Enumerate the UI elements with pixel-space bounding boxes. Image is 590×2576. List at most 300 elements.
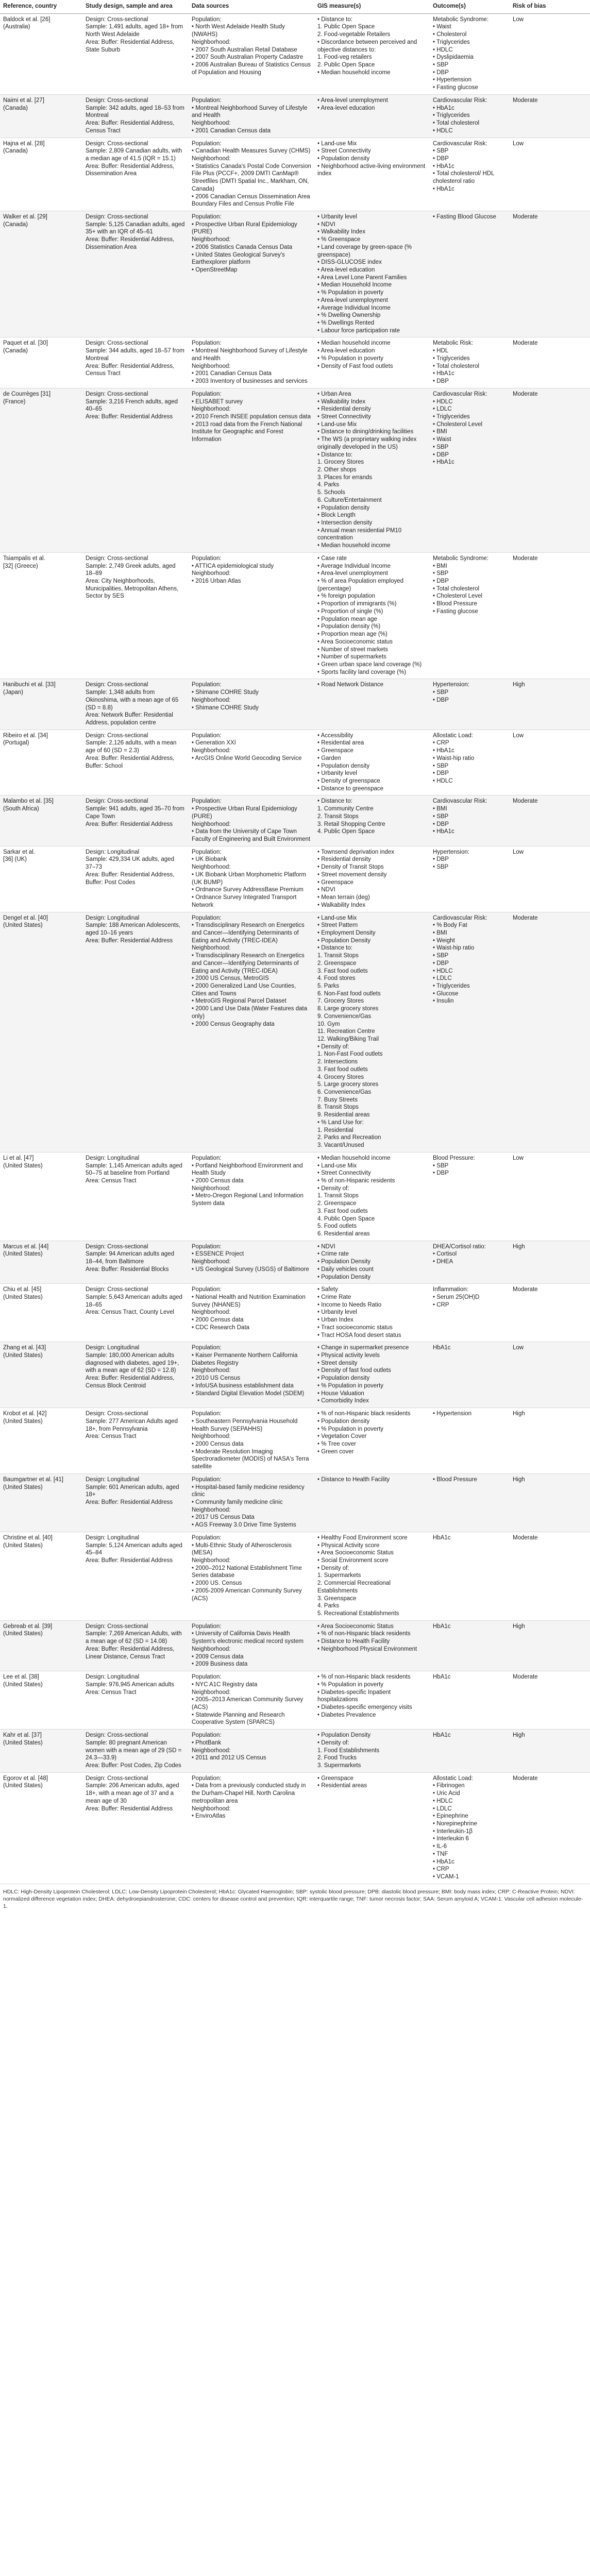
cell-line: • Change in supermarket presence [317, 1345, 409, 1351]
cell-line: Neighborhood: [192, 945, 231, 952]
cell-line: Population: [192, 682, 222, 688]
cell-line: • 2006 Statistics Canada Census Data [192, 244, 293, 250]
cell-outcomes [430, 13, 510, 94]
cell-line: Area: Buffer: Post Codes, Zip Codes [86, 1762, 181, 1769]
cell-line: 3. Places for errands [317, 474, 373, 481]
cell-risk-of-bias: Low [513, 849, 524, 855]
cell-line: • CRP [433, 1301, 449, 1308]
cell-line: Neighborhood: [192, 1433, 231, 1440]
cell-line: • Density of: [317, 1565, 349, 1571]
cell-line: • Residential areas [317, 1783, 367, 1789]
table-row [0, 388, 590, 552]
cell-reference [0, 679, 82, 730]
cell-line: • VCAM-1 [433, 1874, 459, 1880]
cell-line: Population: [192, 1155, 222, 1161]
cell-line: • North West Adelaide Health Study (NWAHS) [192, 24, 285, 38]
cell-line: • Population Density [317, 1259, 371, 1265]
cell-line: Sample: 2,126 adults, with a mean age of 60 (SD = 2.3) [86, 740, 177, 754]
cell-line: Neighborhood: [192, 406, 231, 413]
cell-data-sources [189, 1620, 314, 1671]
cell-line: • Labour force participation rate [317, 327, 400, 334]
cell-line: Area: Buffer: Residential Address, Buffer: Post Codes [86, 871, 175, 886]
cell-study-design [82, 846, 189, 912]
table-row [0, 1241, 590, 1284]
cell-line: • % Population in poverty [317, 1426, 384, 1432]
cell-line: • BMI [433, 806, 447, 812]
cell-line: • Comorbidity Index [317, 1398, 369, 1404]
cell-outcomes [430, 730, 510, 795]
cell-reference [0, 1730, 82, 1773]
cell-reference [0, 795, 82, 846]
cell-line: • Kaiser Permanente Northern California Diabetes Registry [192, 1352, 298, 1366]
cell-line: Area: Network Buffer: Residential Address, population centre [86, 712, 173, 726]
cell-line: • % Population in poverty [317, 355, 384, 362]
cell-outcomes [430, 1620, 510, 1671]
cell-line: • Land-use Mix [317, 421, 357, 428]
cell-line: • Area Socioeconomic Status [317, 1550, 394, 1556]
cell-data-sources [189, 846, 314, 912]
cell-line: Neighborhood: [192, 120, 231, 127]
cell-line: • Glucose [433, 990, 459, 997]
cell-line: 2. Food Trucks [317, 1755, 357, 1761]
cell-line: Sample: 188 American Adolescents, aged 10–16 years [86, 922, 181, 936]
cell-study-design [82, 1620, 189, 1671]
cell-line: Sample: 941 adults, aged 35–70 from Cape Town [86, 806, 184, 820]
cell-line: • 2000 Census data [192, 1440, 244, 1447]
cell-line: Design: Longitudinal [86, 914, 140, 921]
cell-risk-of-bias: Moderate [513, 1775, 538, 1782]
cell-line: Hypertension: [433, 849, 469, 855]
cell-risk-of-bias: Low [513, 1345, 524, 1351]
cell-line: • House Valuation [317, 1390, 364, 1397]
cell-gis-measures [314, 388, 430, 552]
cell-study-design [82, 13, 189, 94]
cell-line: 1. Public Open Space [317, 24, 375, 30]
header-data-sources: Data sources [189, 0, 314, 13]
cell-line: • HDLC [433, 778, 453, 784]
cell-line: Population: [192, 16, 222, 23]
cell-line: Population: [192, 1732, 222, 1739]
cell-line: 3. Greenspace [317, 1595, 357, 1602]
cell-study-design [82, 1532, 189, 1620]
cell-line: • Density of: [317, 1739, 349, 1746]
cell-line: • Fasting glucose [433, 84, 478, 91]
cell-line: • 2000–2012 National Establishment Time Series database [192, 1565, 302, 1579]
cell-line: (South Africa) [3, 806, 39, 812]
cell-line: Sample: 7,269 American Adults, with a mean age of 62 (SD = 14.08) [86, 1631, 182, 1645]
cell-line: • Distance to dining/drinking facilities [317, 429, 414, 435]
cell-line: 1. Residential [317, 1127, 353, 1133]
cell-line: 12. Walking/Biking Trail [317, 1036, 379, 1042]
cell-line: Dengel et al. [40] [3, 914, 48, 921]
cell-line: 1. Grocery Stores [317, 459, 364, 466]
cell-line: • Distance to: [317, 945, 352, 952]
cell-line: • HDLC [433, 46, 453, 53]
cell-line: • Hypertension [433, 1411, 471, 1417]
cell-study-design [82, 1241, 189, 1284]
cell-line: • Data from the University of Cape Town Faculty of Engineering and Built Environment [192, 828, 311, 843]
cell-outcomes [430, 1473, 510, 1532]
cell-gis-measures [314, 1342, 430, 1408]
cell-line: • SBP [433, 762, 449, 769]
cell-line: Design: Longitudinal [86, 1674, 140, 1681]
cell-reference [0, 1284, 82, 1342]
cell-line: • Physical Activity score [317, 1542, 380, 1549]
cell-line: • Population density [317, 1418, 370, 1425]
cell-line: • Distance to greenspace [317, 785, 384, 792]
cell-line: (Canada) [3, 148, 28, 155]
cell-line: • 2000 Census data [192, 1177, 244, 1184]
cell-line: Zhang et al. [43] [3, 1345, 46, 1351]
cell-data-sources [189, 1730, 314, 1773]
cell-risk-of-bias: High [513, 1476, 525, 1483]
cell-line: • Proportion of immigrants (%) [317, 601, 397, 607]
cell-line: Area: Buffer: Residential Address [86, 1805, 173, 1812]
cell-line: 3. Fast food outlets [317, 1208, 368, 1214]
cell-data-sources [189, 552, 314, 679]
cell-line: Gebreab et al. [39] [3, 1623, 53, 1630]
cell-line: • 2010 French INSEE population census data [192, 413, 311, 420]
cell-line: 2. Greenspace [317, 1200, 357, 1207]
cell-line: Population: [192, 555, 222, 562]
cell-study-design [82, 912, 189, 1152]
cell-line: 3. Fast food outlets [317, 1066, 368, 1073]
cell-line: • PhotBank [192, 1739, 222, 1746]
cell-line: • HbA1c [433, 1858, 454, 1865]
cell-line: Population: [192, 1623, 222, 1630]
cell-line: • Density of Fast food outlets [317, 363, 393, 369]
cell-line: 4. Grocery Stores [317, 1074, 364, 1080]
cell-line: • Tract HOSA food desert status [317, 1332, 401, 1338]
cell-line: Neighborhood: [192, 1747, 231, 1754]
cell-reference [0, 13, 82, 94]
cell-line: Area: Buffer: Residential Address [86, 821, 173, 827]
cell-line: • 2005-2009 American Community Survey (ACS) [192, 1587, 302, 1602]
cell-line: • Proportion mean age (%) [317, 631, 387, 638]
cell-line: • % Population in poverty [317, 1681, 384, 1688]
cell-study-design [82, 337, 189, 388]
cell-line: • DBP [433, 578, 449, 585]
cell-data-sources [189, 730, 314, 795]
cell-line: • Area-level education [317, 267, 375, 273]
cell-line: • Density of greenspace [317, 778, 380, 784]
cell-line: • Crime rate [317, 1251, 349, 1258]
cell-outcomes [430, 912, 510, 1152]
cell-gis-measures [314, 552, 430, 679]
cell-line: • % Land Use for: [317, 1119, 364, 1126]
cell-line: • 2000 US Census, MetroGIS [192, 975, 269, 982]
cell-line: 6. Non-Fast food outlets [317, 990, 381, 997]
cell-line: • SBP [433, 1162, 449, 1169]
cell-line: • HDLC [433, 968, 453, 974]
cell-line: Lee et al. [38] [3, 1674, 39, 1681]
cell-line: Design: Cross-sectional [86, 140, 148, 147]
cell-line: • Block Length [317, 512, 356, 519]
cell-line: • Area Socioeconomic Status [317, 1623, 394, 1630]
cell-line: • Diabetes-specific emergency visits [317, 1704, 412, 1710]
cell-line: • Montreal Neighborhood Survey of Lifestyle and Health [192, 348, 308, 362]
cell-line: • Triglycerides [433, 39, 470, 45]
cell-line: • Distance to: [317, 16, 352, 23]
cell-line: Area: Buffer: Residential Address [86, 413, 173, 420]
cell-line: • Waist-hip ratio [433, 755, 475, 761]
cell-line: 1. Food Establishments [317, 1747, 380, 1754]
cell-gis-measures [314, 846, 430, 912]
cell-line: • Waist [433, 24, 451, 30]
cell-line: 10. Gym [317, 1021, 340, 1027]
cell-line: Area: Buffer: Residential Address [86, 1499, 173, 1505]
cell-line: 9. Residential areas [317, 1112, 370, 1118]
cell-line: Area: Buffer: Residential Address, Census Tract [86, 363, 175, 377]
cell-line: Neighborhood: [192, 864, 231, 871]
cell-line: • % of non-Hispanic black residents [317, 1631, 411, 1637]
cell-line: • UK Biobank Urban Morphometric Platform (UK BUMP) [192, 871, 306, 886]
cell-line: de Courrèges [31] [3, 391, 51, 397]
cell-line: Baldock et al. [26] [3, 16, 50, 23]
cell-line: • Data from a previously conducted study in the Durham-Chapel Hill, North Carolina metropolitan area [192, 1783, 306, 1804]
cell-line: 6. Convenience/Gas [317, 1089, 372, 1096]
cell-line: • Urban Area [317, 391, 351, 397]
cell-line: • Uric Acid [433, 1790, 460, 1797]
cell-line: • Cholesterol Level [433, 593, 483, 600]
cell-study-design [82, 1671, 189, 1730]
cell-line: (Canada) [3, 105, 28, 111]
cell-study-design [82, 211, 189, 337]
cell-risk-of-bias: Low [513, 732, 524, 739]
cell-line: • Fibrinogen [433, 1783, 465, 1789]
cell-outcomes [430, 1772, 510, 1884]
table-row [0, 795, 590, 846]
cell-line: Area: Buffer: Residential Address, Dissemination Area [86, 163, 175, 177]
cell-line: • 2013 road data from the French National Institute for Geographic and Forest Information [192, 421, 302, 443]
cell-study-design [82, 552, 189, 679]
cell-line: • Number of supermarkets [317, 654, 386, 660]
cell-line: • 2006 Canadian Census Dissemination Area Boundary Files and Census Profile File [192, 193, 310, 208]
cell-line: Design: Cross-sectional [86, 1623, 148, 1630]
cell-line: • BMI [433, 929, 447, 936]
cell-line: • % foreign population [317, 593, 376, 600]
cell-line: 5. Recreational Establishments [317, 1611, 399, 1617]
cell-line: • SBP [433, 148, 449, 155]
cell-line: 7. Busy Streets [317, 1096, 358, 1103]
cell-line: • % Dwellings Rented [317, 320, 375, 327]
cell-outcomes [430, 1342, 510, 1408]
cell-risk-of-bias: Moderate [513, 1286, 538, 1293]
cell-line: • LDLC [433, 1805, 452, 1812]
cell-line: • Median household income [317, 69, 391, 76]
cell-line: • Density of: [317, 1185, 349, 1192]
cell-line: [36] (UK) [3, 856, 27, 863]
cell-line: 1. Transit Stops [317, 1193, 359, 1199]
cell-line: Area: Buffer: Residential Address, State Suburb [86, 39, 175, 53]
cell-line: Sample: 1,145 American adults aged 50–75 at baseline from Portland [86, 1162, 182, 1177]
cell-line: Sample: 976,945 American adults [86, 1681, 174, 1688]
cell-line: • NYC A1C Registry data [192, 1681, 258, 1688]
cell-line: Neighborhood: [192, 1367, 231, 1374]
cell-line: 6. Culture/Entertainment [317, 497, 382, 503]
cell-study-design [82, 1473, 189, 1532]
cell-line: Neighborhood: [192, 236, 231, 243]
cell-line: 3. Fast food outlets [317, 968, 368, 974]
cell-line: Sample: 2,809 Canadian adults, with a median age of 41.5 (IQR = 15.1) [86, 148, 182, 162]
header-reference: Reference, country [0, 0, 82, 13]
cell-data-sources [189, 13, 314, 94]
cell-line: Area: Buffer: Residential Address, Buffer: School [86, 755, 175, 769]
cell-line: • Total cholesterol [433, 120, 480, 127]
cell-gis-measures [314, 1620, 430, 1671]
cell-line: • US Geological Survey (USGS) of Baltimore [192, 1266, 309, 1273]
cell-study-design [82, 1284, 189, 1342]
cell-risk-of-bias: Moderate [513, 1674, 538, 1681]
cell-line: 1. Community Centre [317, 806, 374, 812]
cell-line: • Ordnance Survey Integrated Transport Network [192, 894, 297, 908]
cell-line: • DBP [433, 770, 449, 777]
cell-line: • Moderate Resolution Imaging Spectroradiometer (MODIS) of NASA's Terra satellite [192, 1448, 309, 1470]
cell-gis-measures [314, 730, 430, 795]
cell-line: • Total cholesterol [433, 585, 480, 592]
cell-line: • Insulin [433, 998, 454, 1005]
table-body [0, 13, 590, 1884]
cell-line: Neighborhood: [192, 1506, 231, 1513]
cell-reference [0, 211, 82, 337]
cell-line: Population: [192, 97, 222, 104]
cell-line: • 2006 Australian Bureau of Statistics Census of Population and Housing [192, 62, 311, 76]
cell-line: (United States) [3, 1251, 43, 1258]
cell-line: 5. Large grocery stores [317, 1081, 379, 1088]
cell-line: • Median household income [317, 543, 391, 549]
cell-line: • Urbanity level [317, 1309, 357, 1316]
cell-line: Neighborhood: [192, 1557, 231, 1564]
cell-line: • CRP [433, 1866, 449, 1873]
cell-line: • Density of fast food outlets [317, 1367, 391, 1374]
cell-data-sources [189, 1532, 314, 1620]
cell-line: Area: Buffer: Residential Address, Census Tract [86, 120, 175, 134]
cell-line: Design: Cross-sectional [86, 97, 148, 104]
cell-line: Allostatic Load: [433, 1775, 473, 1782]
cell-line: Design: Cross-sectional [86, 1411, 148, 1417]
cell-line: Area: Buffer: Residential Blocks [86, 1266, 169, 1273]
cell-line: 3. Vacant/Unused [317, 1142, 364, 1149]
cell-line: • Norepinephrine [433, 1821, 477, 1827]
cell-line: Design: Cross-sectional [86, 1732, 148, 1739]
cell-reference [0, 1473, 82, 1532]
cell-line: Design: Cross-sectional [86, 16, 148, 23]
cell-line: • 2000 Generalized Land Use Counties, Cities and Towns [192, 982, 296, 997]
cell-reference [0, 1408, 82, 1474]
cell-line: • Area Level Lone Parent Families [317, 274, 407, 281]
cell-line: • Street Connectivity [317, 413, 371, 420]
cell-line: Li et al. [47] [3, 1155, 34, 1161]
cell-line: • EnviroAtlas [192, 1813, 226, 1820]
cell-line: • Accessibility [317, 732, 353, 739]
cell-line: 3. Supermarkets [317, 1762, 361, 1769]
cell-line: • Prospective Urban Rural Epidemiology (PURE) [192, 806, 297, 820]
cell-gis-measures [314, 94, 430, 138]
cell-risk-of-bias: Moderate [513, 391, 538, 397]
cell-line: Sample: 5,643 American adults aged 18–65 [86, 1294, 182, 1308]
cell-line: 1. Non-Fast Food outlets [317, 1051, 383, 1058]
cell-line: [32] (Greece) [3, 563, 38, 569]
cell-line: • Cortisol [433, 1251, 457, 1258]
cell-line: • HbA1c [433, 459, 454, 466]
cell-line: • National Health and Nutrition Examination Survey (NHANES) [192, 1294, 306, 1308]
cell-line: • Social Environment score [317, 1557, 389, 1564]
cell-risk-of-bias: Moderate [513, 340, 538, 347]
cell-line: 7. Grocery Stores [317, 998, 364, 1005]
cell-line: Area: City Neighborhoods, Municipalities, Metropolitan Athens, Sector by SES [86, 578, 179, 600]
cell-line: • HDLC [433, 1798, 453, 1804]
table-row [0, 1284, 590, 1342]
cell-line: • BMI [433, 429, 447, 435]
cell-line: Population: [192, 140, 222, 147]
header-gis-measures: GIS measure(s) [314, 0, 430, 13]
cell-line: (United States) [3, 1739, 43, 1746]
cell-gis-measures [314, 912, 430, 1152]
cell-line: • ESSENCE Project [192, 1251, 244, 1258]
cell-line: • DISS-GLUCOSE index [317, 259, 382, 266]
cell-outcomes [430, 1241, 510, 1284]
cell-data-sources [189, 1473, 314, 1532]
cell-data-sources [189, 94, 314, 138]
header-outcomes: Outcome(s) [430, 0, 510, 13]
cell-line: • ArcGIS Online World Geocoding Service [192, 755, 302, 761]
cell-line: Design: Cross-sectional [86, 1243, 148, 1250]
cell-line: • Ordnance Survey AddressBase Premium [192, 887, 304, 893]
cell-reference [0, 138, 82, 211]
cell-line: Sample: 601 American adults, aged 18+ [86, 1484, 179, 1498]
cell-line: • Average Individual Income [317, 563, 391, 569]
cell-line: Ribeiro et al. [34] [3, 732, 48, 739]
cell-line: • DBP [433, 69, 449, 76]
cell-line: • Density of: [317, 1043, 349, 1050]
cell-line: Design: Cross-sectional [86, 732, 148, 739]
cell-gis-measures [314, 1473, 430, 1532]
cell-line: • 2017 US Census Data [192, 1514, 255, 1521]
cell-line: • Triglycerides [433, 112, 470, 119]
cell-line: • 2003 Inventory of businesses and services [192, 378, 308, 385]
cell-line: Sample: 206 American adults, aged 18+, with a mean age of 37 and a mean age of 30 [86, 1783, 179, 1804]
cell-line: • Distance to: [317, 798, 352, 805]
cell-line: Sample: 5,125 Canadian adults, aged 35+ with an IQR of 45–61 [86, 221, 185, 235]
cell-line: • Population Density [317, 1274, 371, 1280]
cell-line: • Land-use Mix [317, 914, 357, 921]
cell-line: • Street movement density [317, 871, 387, 878]
cell-line: • % Population in poverty [317, 1382, 384, 1389]
cell-line: Sample: 2,749 Greek adults, aged 18–89 [86, 563, 176, 577]
cell-line: Neighborhood: [192, 1309, 231, 1316]
cell-reference [0, 1241, 82, 1284]
cell-line: • Land-use Mix [317, 140, 357, 147]
cell-line: Walker et al. [29] [3, 213, 47, 220]
cell-line: (United States) [3, 1631, 43, 1637]
cell-line: Sample: 342 adults, aged 18–53 from Montreal [86, 105, 184, 119]
cell-gis-measures [314, 337, 430, 388]
cell-line: Design: Cross-sectional [86, 682, 148, 688]
cell-line: • Land coverage by green-space (% greenspace) [317, 244, 412, 258]
cell-line: • NDVI [317, 221, 335, 228]
cell-line: • HbA1c [433, 828, 454, 835]
cell-outcomes [430, 679, 510, 730]
cell-line: • SBP [433, 570, 449, 577]
cell-line: • Waist-hip ratio [433, 945, 475, 952]
cell-line: • Sports facility land coverage (%) [317, 669, 407, 675]
cell-line: • Prospective Urban Rural Epidemiology (PURE) [192, 221, 297, 235]
cell-line: • Walkability Index [317, 902, 366, 908]
cell-line: • Epinephrine [433, 1813, 468, 1820]
cell-line: Design: Longitudinal [86, 1534, 140, 1541]
cell-line: • HbA1c [433, 163, 454, 170]
cell-study-design [82, 1152, 189, 1241]
